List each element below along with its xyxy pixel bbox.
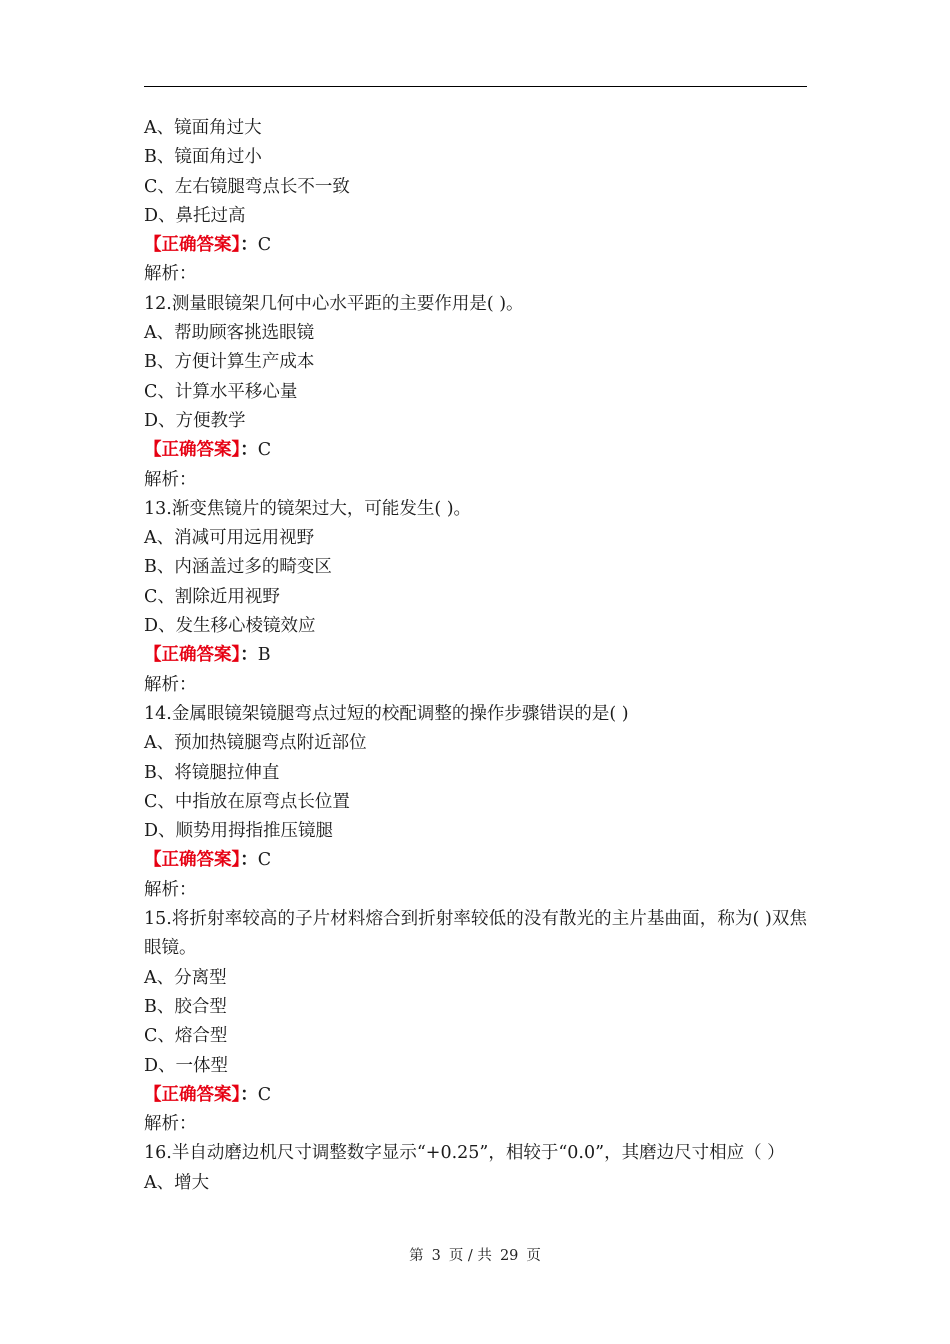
answer-separator: ： xyxy=(240,645,258,666)
header-rule xyxy=(144,86,807,87)
option-line: A、增大 xyxy=(144,1172,210,1193)
option-line: B、方便计算生产成本 xyxy=(144,352,315,373)
answer-value: C xyxy=(257,235,272,256)
analysis-label: 解析： xyxy=(144,1114,197,1135)
question-stem: 16.半自动磨边机尺寸调整数字显示“+0.25”，相较于“0.0”，其磨边尺寸相应（ ） xyxy=(144,1143,785,1164)
analysis-label: 解析： xyxy=(144,264,197,285)
footer-mid: 页 / 共 xyxy=(448,1248,492,1264)
answer-line xyxy=(144,231,807,260)
answer-separator: ： xyxy=(240,850,258,871)
answer-line xyxy=(144,436,807,465)
answer-value: C xyxy=(257,1084,272,1105)
analysis-label: 解析： xyxy=(144,879,197,900)
option-line: A、帮助顾客挑选眼镜 xyxy=(144,323,315,344)
footer-prefix: 第 xyxy=(409,1248,424,1264)
option-line: B、将镜腿拉伸直 xyxy=(144,762,280,783)
option-line: C、中指放在原弯点长位置 xyxy=(144,791,350,812)
footer-total-pages: 29 xyxy=(499,1248,519,1264)
answer-line xyxy=(144,846,807,875)
option-line: D、一体型 xyxy=(144,1055,229,1076)
answer-label: 【正确答案】 xyxy=(144,850,241,871)
page-content xyxy=(144,114,807,1198)
answer-label: 【正确答案】 xyxy=(144,235,241,256)
answer-value: C xyxy=(257,440,272,461)
question-stem: 13.渐变焦镜片的镜架过大，可能发生( )。 xyxy=(144,498,472,519)
answer-label: 【正确答案】 xyxy=(144,1084,241,1105)
option-line: D、鼻托过高 xyxy=(144,205,246,226)
footer-suffix: 页 xyxy=(526,1248,541,1264)
option-line: B、内涵盖过多的畸变区 xyxy=(144,557,332,578)
answer-separator: ： xyxy=(240,440,258,461)
question-stem: 12.测量眼镜架几何中心水平距的主要作用是( )。 xyxy=(144,293,524,314)
option-line: D、方便教学 xyxy=(144,410,246,431)
answer-value: B xyxy=(257,645,271,666)
option-line: A、分离型 xyxy=(144,967,227,988)
option-line: D、顺势用拇指推压镜腿 xyxy=(144,821,334,842)
answer-line xyxy=(144,641,807,670)
answer-label: 【正确答案】 xyxy=(144,645,241,666)
footer-page-number: 3 xyxy=(431,1248,441,1264)
option-line: A、镜面角过大 xyxy=(144,118,262,138)
answer-value: C xyxy=(257,850,272,871)
question-stem: 14.金属眼镜架镜腿弯点过短的校配调整的操作步骤错误的是( ) xyxy=(144,703,629,724)
option-line: C、计算水平移心量 xyxy=(144,381,298,402)
option-line: D、发生移心棱镜效应 xyxy=(144,616,316,637)
question-stem: 15.将折射率较高的子片材料熔合到折射率较低的没有散光的主片基曲面，称为( )双焦眼镜。 xyxy=(144,909,807,959)
answer-line xyxy=(144,1081,807,1110)
analysis-label: 解析： xyxy=(144,469,197,490)
page-footer xyxy=(0,1244,950,1265)
option-line: A、预加热镜腿弯点附近部位 xyxy=(144,733,367,754)
answer-label: 【正确答案】 xyxy=(144,440,241,461)
analysis-label: 解析： xyxy=(144,674,197,695)
option-line: C、熔合型 xyxy=(144,1026,228,1047)
option-line: B、胶合型 xyxy=(144,996,227,1017)
answer-separator: ： xyxy=(240,1084,258,1105)
answer-separator: ： xyxy=(240,235,258,256)
option-line: C、左右镜腿弯点长不一致 xyxy=(144,176,350,197)
option-line: B、镜面角过小 xyxy=(144,147,262,168)
option-line: A、消减可用远用视野 xyxy=(144,528,315,549)
option-line: C、割除近用视野 xyxy=(144,586,280,607)
